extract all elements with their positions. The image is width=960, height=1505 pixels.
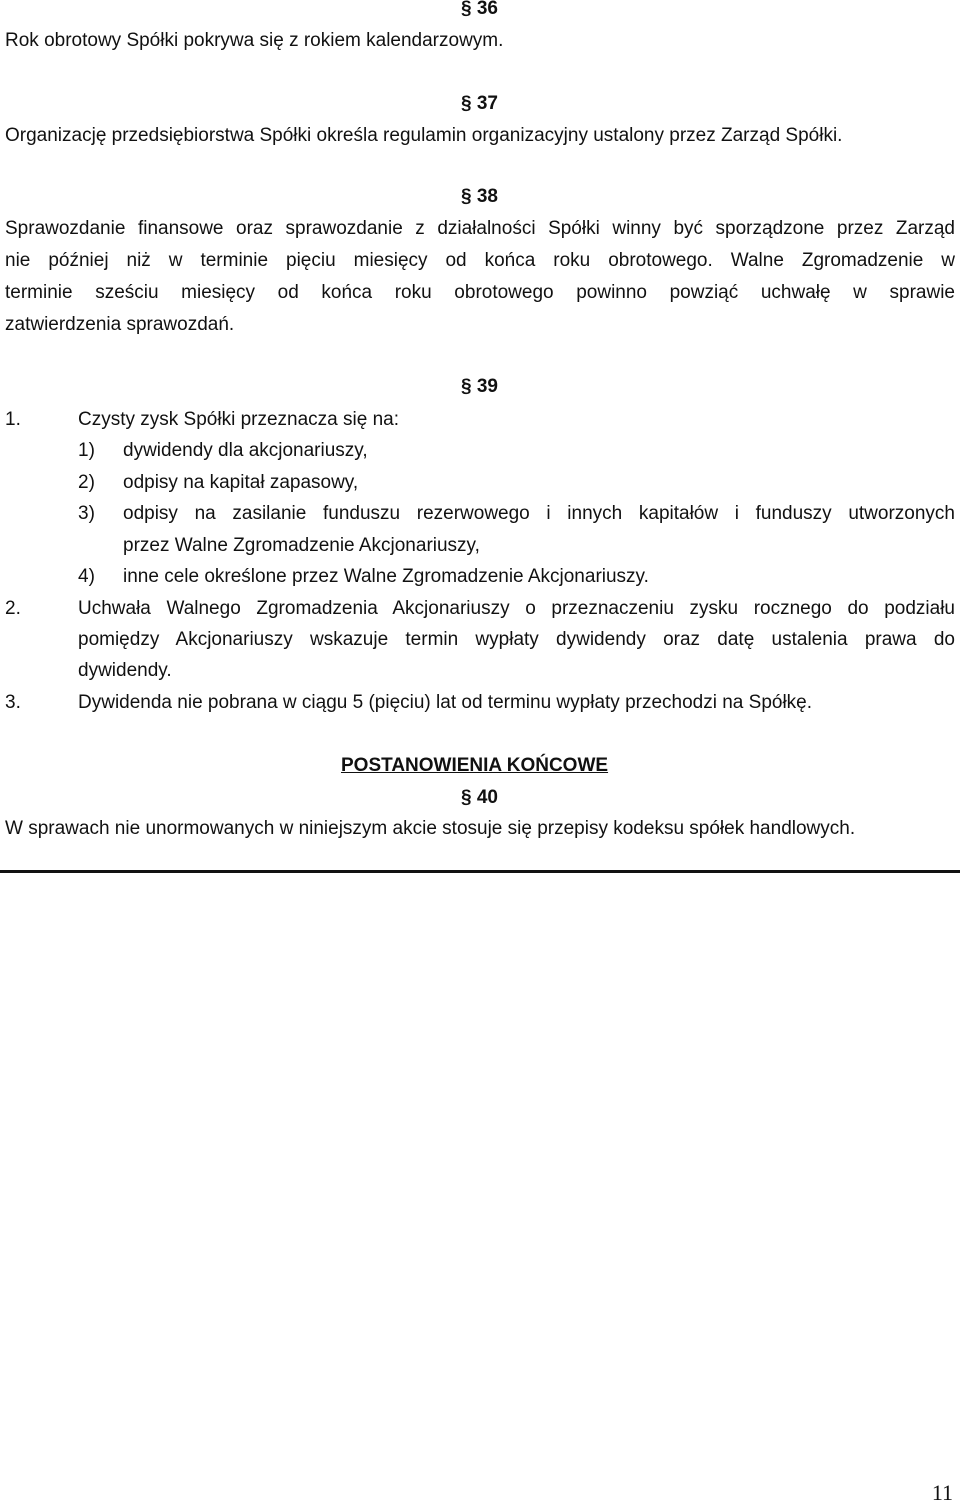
section-37-heading: § 37 xyxy=(461,93,498,114)
item-2-line-3: dywidendy. xyxy=(78,660,172,681)
horizontal-rule xyxy=(0,870,960,873)
item-3-number: 3. xyxy=(5,692,21,713)
final-provisions-title: POSTANOWIENIA KOŃCOWE xyxy=(341,755,609,776)
subitem-3-continuation: przez Walne Zgromadzenie Akcjonariuszy, xyxy=(123,535,480,556)
subitem-3-number: 3) xyxy=(78,503,95,524)
section-40-text: W sprawach nie unormowanych w niniejszym akcie stosuje się przepisy kodeksu spółek handlowych. xyxy=(5,818,856,839)
subitem-2-number: 2) xyxy=(78,472,95,493)
item-1-text: Czysty zysk Spółki przeznacza się na: xyxy=(78,409,400,430)
item-3-text: Dywidenda nie pobrana w ciągu 5 (pięciu) lat od terminu wypłaty przechodzi na Spółkę. xyxy=(78,692,813,713)
section-36-heading: § 36 xyxy=(461,0,498,19)
page-number: 11 xyxy=(931,1480,953,1505)
section-38-line-4: zatwierdzenia sprawozdań. xyxy=(5,314,235,335)
section-38-heading: § 38 xyxy=(461,186,498,207)
subitem-1-number: 1) xyxy=(78,440,95,461)
item-2-number: 2. xyxy=(5,598,21,619)
subitem-3-text: odpisy na zasilanie funduszu rezerwowego i innych kapitałów i funduszy utworzonych xyxy=(123,503,955,524)
subitem-1-text: dywidendy dla akcjonariuszy, xyxy=(123,440,368,461)
item-1-number: 1. xyxy=(5,409,21,430)
section-38-line-1: Sprawozdanie finansowe oraz sprawozdanie z działalności Spółki winny być sporządzone przez Zarząd xyxy=(5,218,955,239)
item-2-line-2: pomiędzy Akcjonariuszy wskazuje termin wypłaty dywidendy oraz datę ustalenia prawa do xyxy=(78,629,955,650)
subitem-4-number: 4) xyxy=(78,566,95,587)
section-40-heading: § 40 xyxy=(461,787,498,808)
section-36-text: Rok obrotowy Spółki pokrywa się z rokiem kalendarzowym. xyxy=(5,30,504,51)
subitem-4-text: inne cele określone przez Walne Zgromadzenie Akcjonariuszy. xyxy=(123,566,649,587)
section-38-line-2: nie później niż w terminie pięciu miesięcy od końca roku obrotowego. Walne Zgromadzenie w xyxy=(5,250,955,271)
subitem-2-text: odpisy na kapitał zapasowy, xyxy=(123,472,359,493)
section-39-heading: § 39 xyxy=(461,376,498,397)
section-38-line-3: terminie sześciu miesięcy od końca roku obrotowego powinno powziąć uchwałę w sprawie xyxy=(5,282,955,303)
item-2-line-1: Uchwała Walnego Zgromadzenia Akcjonariuszy o przeznaczeniu zysku rocznego do podziału xyxy=(78,598,955,619)
section-37-text: Organizację przedsiębiorstwa Spółki określa regulamin organizacyjny ustalony przez Zarząd Spółki. xyxy=(5,125,843,146)
